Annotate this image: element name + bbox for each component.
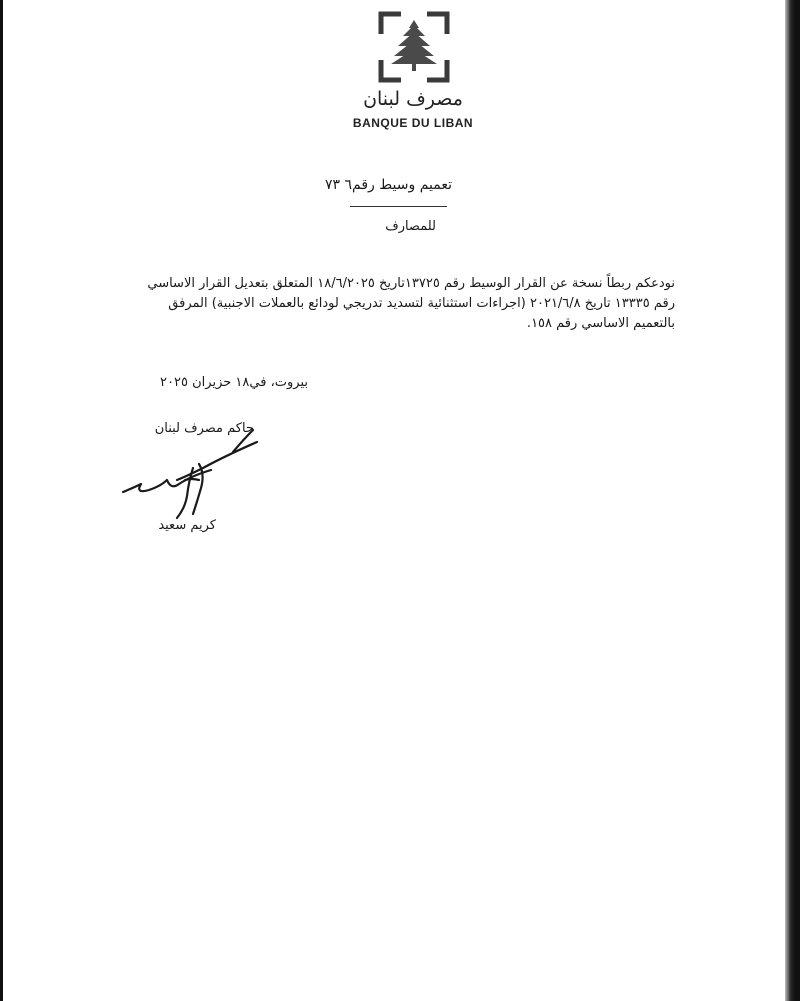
bank-name-arabic: مصرف لبنان bbox=[363, 88, 463, 110]
body-line: نودعكم ربطاً نسخة عن القرار الوسيط رقم ١٣٧٢٥تاريخ ١٨/٦/٢٠٢٥ المتعلق بتعديل القرار الاساسي bbox=[147, 276, 675, 291]
cedar-tree-emblem-icon bbox=[373, 6, 455, 88]
governor-title: حاكم مصرف لبنان bbox=[154, 421, 254, 436]
bank-name-french: BANQUE DU LIBAN bbox=[352, 116, 474, 130]
document-page bbox=[3, 0, 795, 1001]
title-underline bbox=[350, 206, 447, 207]
governor-name: كريم سعيد bbox=[158, 518, 216, 533]
body-line: بالتعميم الاساسي رقم ١٥٨. bbox=[526, 316, 675, 331]
page-edge-shadow bbox=[785, 0, 795, 1001]
circular-title: تعميم وسيط رقم٦ ٧٣ bbox=[325, 177, 452, 193]
handwritten-signature-icon bbox=[115, 418, 275, 528]
recipient-line: للمصارف bbox=[385, 219, 436, 234]
body-paragraph bbox=[123, 274, 675, 334]
date-line: بيروت، في١٨ حزيران ٢٠٢٥ bbox=[160, 375, 308, 390]
body-line: رقم ١٣٣٣٥ تاريخ ٢٠٢١/٦/٨ (اجراءات استثنائية لتسديد تدريجي لودائع بالعملات الاجنبية) المرفق bbox=[168, 296, 675, 311]
